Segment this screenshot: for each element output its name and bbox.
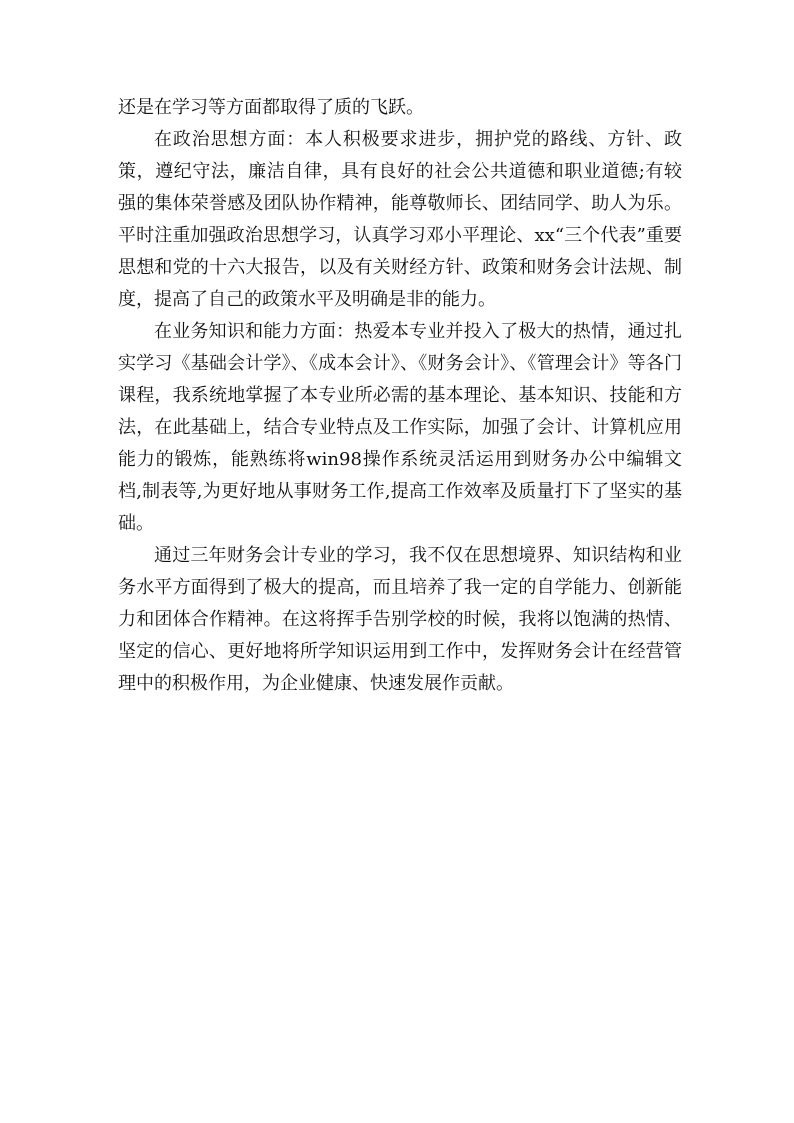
paragraph-political-thought: 在政治思想方面：本人积极要求进步，拥护党的路线、方针、政策，遵纪守法，廉洁自律，具有良好的社会公共道德和职业道德;有较强的集体荣誉感及团队协作精神，能尊敬师长、团结同学、助人为乐。平时注重加强政治思想学习，认真学习邓小平理论、xx“三个代表”重要思想和党的十六大报告，以及有关财经方针、政策和财务会计法规、制度，提高了自己的政策水平及明确是非的能力。 [118,129,682,310]
document-body [118,92,682,700]
paragraph-professional-knowledge: 在业务知识和能力方面：热爱本专业并投入了极大的热情，通过扎实学习《基础会计学》、《成本会计》、《财务会计》、《管理会计》等各门课程，我系统地掌握了本专业所必需的基本理论、基本知识、技能和方法，在此基础上，结合专业特点及工作实际，加强了会计、计算机应用能力的锻炼，能熟练将win98操作系统灵活运用到财务办公中编辑文档,制表等,为更好地从事财务工作,提高工作效率及质量打下了坚实的基础。 [118,321,682,534]
paragraph-continuation: 还是在学习等方面都取得了质的飞跃。 [118,97,424,118]
paragraph-summary: 通过三年财务会计专业的学习，我不仅在思想境界、知识结构和业务水平方面得到了极大的提高，而且培养了我一定的自学能力、创新能力和团体合作精神。在这将挥手告别学校的时候，我将以饱满的热情、坚定的信心、更好地将所学知识运用到工作中，发挥财务会计在经营管理中的积极作用，为企业健康、快速发展作贡献。 [118,545,682,694]
